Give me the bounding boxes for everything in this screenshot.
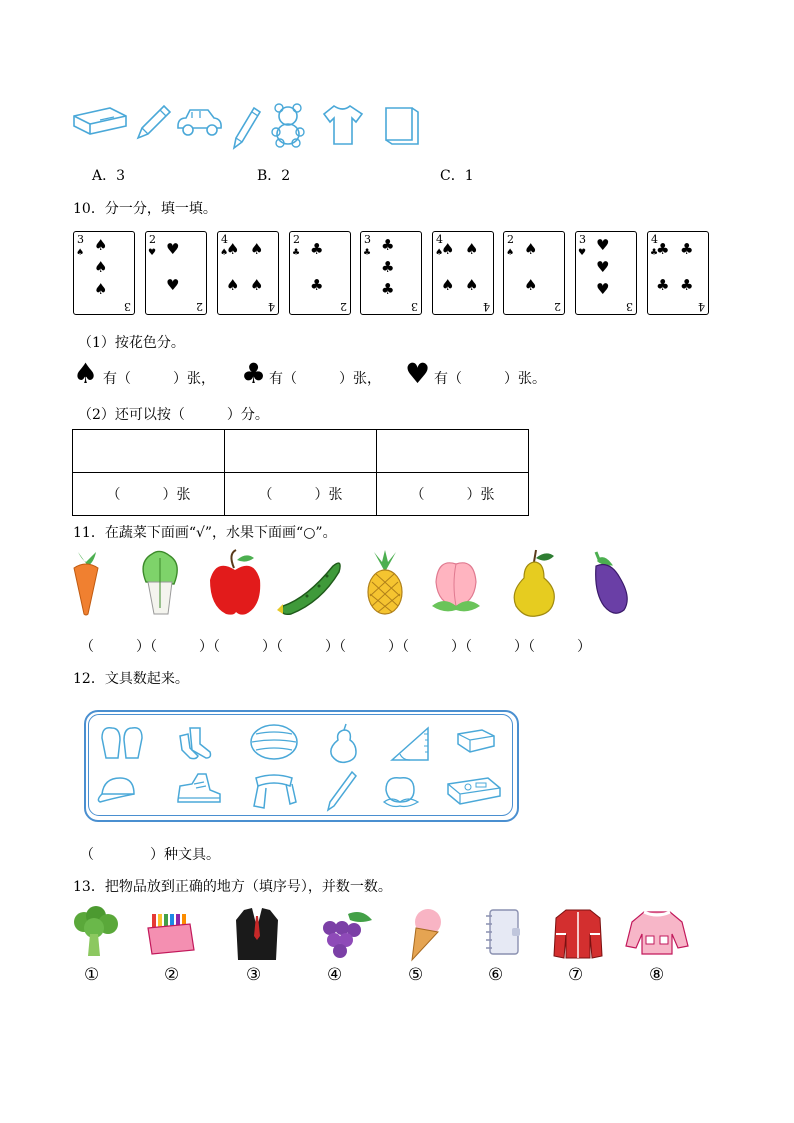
pencil-box-icon <box>444 774 504 808</box>
q10-sub1: （1）按花色分。 <box>78 335 185 351</box>
item-number: ⑦ <box>568 965 584 985</box>
playing-card <box>360 231 422 315</box>
card-rank-inverted: 4 <box>483 300 490 313</box>
card-pip: ♣ <box>381 258 395 276</box>
question-12-title: 12．文具数起来。 <box>73 671 189 687</box>
card-suit-small: ♥ <box>148 248 157 258</box>
card-pip: ♥ <box>596 258 610 276</box>
coat-icon <box>624 906 690 958</box>
q10-sub2[interactable]: （2）还可以按（ ）分。 <box>78 407 269 423</box>
socks-icon <box>176 724 216 764</box>
card-suit-small: ♠ <box>220 248 229 258</box>
pear-outline-icon <box>326 722 360 764</box>
card-rank-inverted: 4 <box>698 300 705 313</box>
q9-icon-row <box>70 102 430 152</box>
card-rank-inverted: 3 <box>626 300 633 313</box>
card-pip: ♠ <box>250 240 264 258</box>
playing-card <box>432 231 494 315</box>
card-rank-inverted: 2 <box>554 300 561 313</box>
scarf-icon <box>250 770 298 812</box>
card-pip: ♠ <box>226 240 240 258</box>
eraser-outline-icon <box>454 726 498 756</box>
heart-count-blank[interactable]: 有（ ）张。 <box>434 371 546 387</box>
card-rank: 4 <box>221 233 228 246</box>
card-pip: ♠ <box>441 240 455 258</box>
question-10-title: 10．分一分，填一填。 <box>73 201 217 217</box>
suit-count-line <box>73 357 593 390</box>
q12-answer[interactable]: （ ）种文具。 <box>80 847 220 863</box>
card-pip: ♥ <box>596 280 610 298</box>
q11-answer-row[interactable]: （ ）（ ）（ ）（ ）（ ）（ ）（ ）（ ） <box>80 639 591 655</box>
item-number: ⑥ <box>488 965 504 985</box>
car-icon <box>174 102 224 142</box>
card-pip: ♣ <box>680 240 694 258</box>
option-a[interactable]: A．3 <box>92 168 126 184</box>
card-rank: 2 <box>293 233 300 246</box>
card-pip: ♣ <box>680 276 694 294</box>
card-pip: ♠ <box>94 236 108 254</box>
suit-icon <box>234 906 280 962</box>
playing-card <box>73 231 135 315</box>
card-rank-inverted: 2 <box>196 300 203 313</box>
card-suit-small: ♣ <box>650 248 659 258</box>
table-header-cell[interactable] <box>377 430 529 473</box>
item-number: ② <box>164 965 180 985</box>
pencil-outline-icon <box>324 768 360 814</box>
card-suit-small: ♠ <box>435 248 444 258</box>
club-count-blank[interactable]: 有（ ）张， <box>269 371 381 387</box>
playing-card <box>503 231 565 315</box>
card-suit-small: ♣ <box>363 248 372 258</box>
table-header-cell[interactable] <box>225 430 377 473</box>
card-pip: ♣ <box>381 236 395 254</box>
card-suit-small: ♥ <box>578 248 587 258</box>
crayon-box-icon <box>144 910 198 956</box>
playing-card <box>217 231 279 315</box>
card-rank-inverted: 2 <box>340 300 347 313</box>
card-pip: ♠ <box>465 276 479 294</box>
peach-outline-icon <box>380 770 422 810</box>
classification-table <box>72 429 529 516</box>
card-rank: 3 <box>364 233 371 246</box>
card-rank-inverted: 4 <box>268 300 275 313</box>
card-rank: 4 <box>651 233 658 246</box>
ice-cream-icon <box>402 906 446 962</box>
item-number: ⑧ <box>649 965 665 985</box>
card-pip: ♣ <box>310 276 324 294</box>
card-pip: ♠ <box>465 240 479 258</box>
broccoli-icon <box>70 906 120 960</box>
eggplant-icon <box>586 548 632 618</box>
set-square-icon <box>388 724 432 764</box>
carrot-icon <box>68 548 104 618</box>
shirt-icon <box>320 102 364 148</box>
spade-icon: ♠ <box>73 357 99 390</box>
club-icon: ♣ <box>241 357 267 390</box>
pineapple-icon <box>362 548 408 618</box>
cabbage-icon <box>143 551 177 614</box>
pear-icon <box>506 548 560 618</box>
item-number: ④ <box>327 965 343 985</box>
cap-icon <box>94 772 140 808</box>
card-pip: ♥ <box>596 236 610 254</box>
card-rank: 4 <box>436 233 443 246</box>
item-number: ③ <box>246 965 262 985</box>
table-count-cell[interactable]: （ ）张 <box>377 473 529 516</box>
heart-icon: ♥ <box>405 357 431 390</box>
eraser-icon <box>70 102 128 142</box>
card-pip: ♠ <box>226 276 240 294</box>
card-rank: 2 <box>507 233 514 246</box>
spade-count-blank[interactable]: 有（ ）张， <box>103 371 215 387</box>
item-number: ① <box>84 965 100 985</box>
card-pip: ♣ <box>656 276 670 294</box>
teddy-bear-icon <box>268 102 308 148</box>
watermelon-icon <box>248 722 300 762</box>
card-pip: ♣ <box>656 240 670 258</box>
gloves-icon <box>98 724 146 764</box>
card-pip: ♣ <box>381 280 395 298</box>
question-13-title: 13．把物品放到正确的地方（填序号），并数一数。 <box>73 879 392 895</box>
book-icon <box>382 102 422 148</box>
card-rank-inverted: 3 <box>411 300 418 313</box>
option-c[interactable]: C．1 <box>440 168 474 184</box>
card-suit-small: ♠ <box>506 248 515 258</box>
sneaker-icon <box>174 770 224 810</box>
card-rank: 3 <box>77 233 84 246</box>
card-pip: ♠ <box>250 276 264 294</box>
playing-card <box>289 231 351 315</box>
card-suit-small: ♣ <box>292 248 301 258</box>
playing-card <box>145 231 207 315</box>
card-rank-inverted: 3 <box>124 300 131 313</box>
apple-icon <box>206 548 264 618</box>
card-pip: ♥ <box>166 276 180 294</box>
cucumber-icon <box>277 548 345 618</box>
card-pip: ♠ <box>524 276 538 294</box>
card-pip: ♠ <box>94 280 108 298</box>
card-pip: ♠ <box>94 258 108 276</box>
peach-icon <box>428 548 484 618</box>
option-b[interactable]: B．2 <box>257 168 291 184</box>
pencil-icon <box>132 102 172 142</box>
card-pip: ♠ <box>441 276 455 294</box>
playing-card <box>647 231 709 315</box>
table-header-cell[interactable] <box>73 430 225 473</box>
pen-icon <box>228 102 262 152</box>
table-count-cell[interactable]: （ ）张 <box>73 473 225 516</box>
card-pip: ♠ <box>524 240 538 258</box>
jacket-icon <box>552 904 604 962</box>
card-rank: 3 <box>579 233 586 246</box>
card-rank: 2 <box>149 233 156 246</box>
playing-card <box>575 231 637 315</box>
item-number: ⑤ <box>408 965 424 985</box>
question-11-title: 11．在蔬菜下面画“√”，水果下面画“○”。 <box>73 525 337 541</box>
card-suit-small: ♠ <box>76 248 85 258</box>
table-count-cell[interactable]: （ ）张 <box>225 473 377 516</box>
card-pip: ♣ <box>310 240 324 258</box>
notebook-icon <box>482 906 522 960</box>
card-pip: ♥ <box>166 240 180 258</box>
grapes-icon <box>318 906 374 960</box>
